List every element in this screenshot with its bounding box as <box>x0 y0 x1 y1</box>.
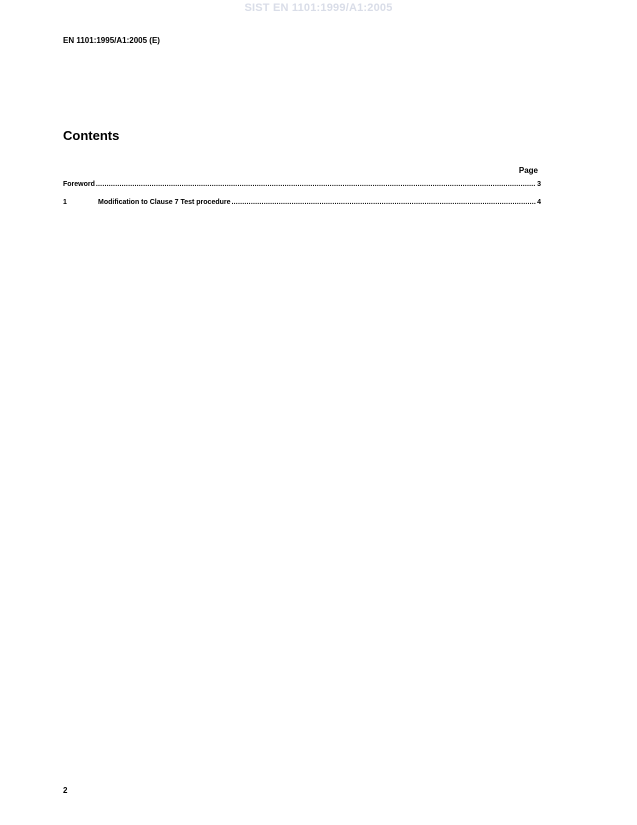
toc-dot-leader <box>96 181 536 188</box>
table-of-contents <box>63 181 541 217</box>
contents-heading: Contents <box>63 128 120 143</box>
toc-entry-foreword[interactable] <box>63 181 541 199</box>
toc-entry-page: 3 <box>537 181 541 188</box>
toc-entry-title: Modification to Clause 7 Test procedure <box>98 199 231 206</box>
page-column-label: Page <box>518 166 538 175</box>
toc-entry-title: Foreword <box>63 181 95 188</box>
document-identifier: EN 1101:1995/A1:2005 (E) <box>63 36 160 45</box>
watermark: SIST EN 1101:1999/A1:2005 <box>244 2 393 14</box>
page-number: 2 <box>63 786 68 795</box>
toc-dot-leader <box>232 199 537 206</box>
toc-entry-number: 1 <box>63 199 67 206</box>
toc-entry-clause-1[interactable] <box>63 199 541 217</box>
toc-entry-page: 4 <box>537 199 541 206</box>
